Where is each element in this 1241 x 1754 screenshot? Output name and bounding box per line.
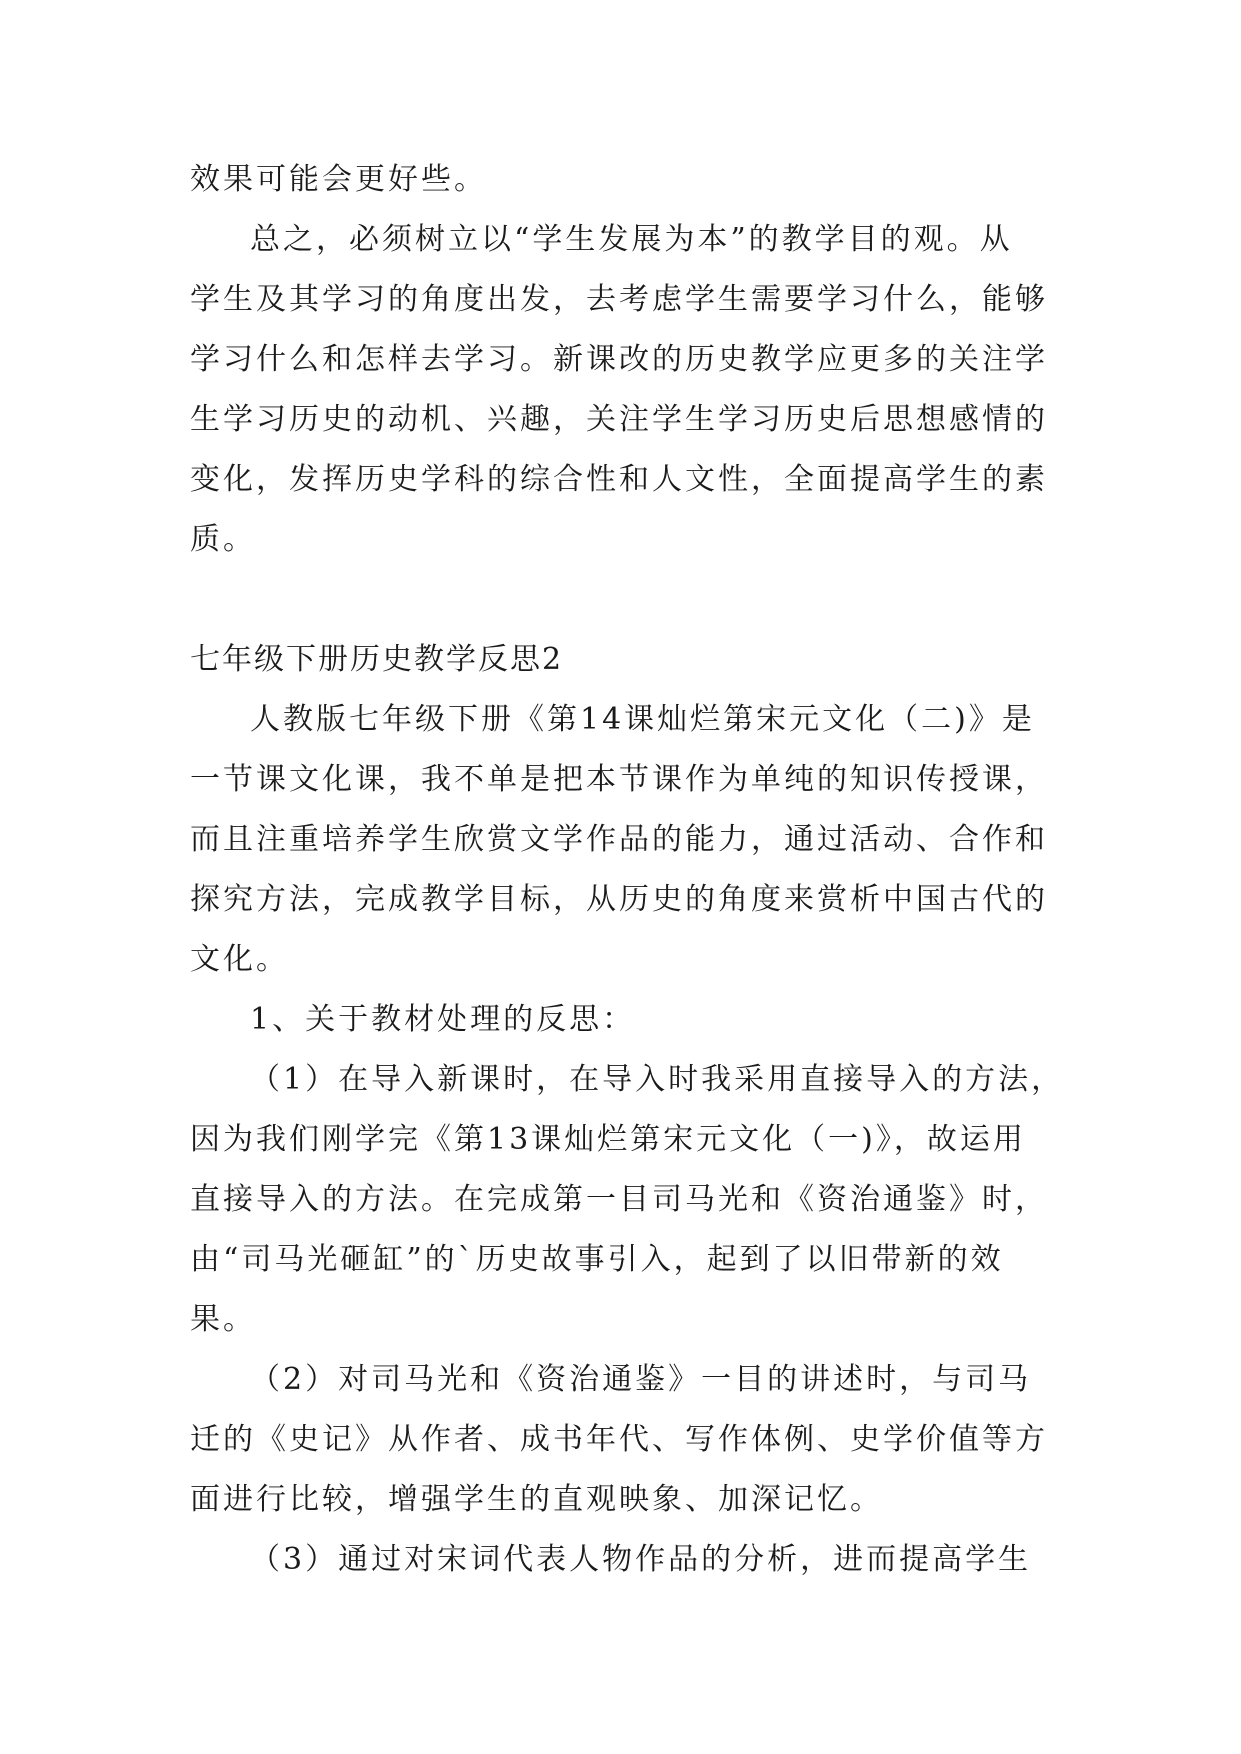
paragraph-first-line: （3）通过对宋词代表人物作品的分析，进而提高学生 — [250, 1542, 1032, 1577]
section-heading: 七年级下册历史教学反思2 — [190, 642, 564, 677]
section-gap — [190, 570, 1050, 630]
subsection-heading: 1、关于教材处理的反思： — [250, 1002, 636, 1037]
body-line: 质。 — [190, 522, 256, 557]
body-line: 学生及其学习的角度出发，去考虑学生需要学习什么，能够 — [190, 282, 1048, 317]
paragraph-first-line: （2）对司马光和《资治通鉴》一目的讲述时，与司马 — [250, 1362, 1032, 1397]
body-line: 面进行比较，增强学生的直观映象、加深记忆。 — [190, 1482, 883, 1517]
paragraph-first-line: 总之，必须树立以“学生发展为本”的教学目的观。从 — [250, 222, 1013, 257]
text-column — [190, 150, 1065, 1590]
body-line: 效果可能会更好些。 — [190, 162, 487, 197]
body-line: 一节课文化课，我不单是把本节课作为单纯的知识传授课， — [190, 762, 1048, 797]
body-line: 因为我们刚学完《第13课灿烂第宋元文化（一)》，故运用 — [190, 1122, 1026, 1157]
body-line: 而且注重培养学生欣赏文学作品的能力，通过活动、合作和 — [190, 822, 1048, 857]
body-line: 迁的《史记》从作者、成书年代、写作体例、史学价值等方 — [190, 1422, 1048, 1457]
body-line: 果。 — [190, 1302, 256, 1337]
body-line: 学习什么和怎样去学习。新课改的历史教学应更多的关注学 — [190, 342, 1048, 377]
body-line: 变化，发挥历史学科的综合性和人文性，全面提高学生的素 — [190, 462, 1048, 497]
body-line: 文化。 — [190, 942, 289, 977]
body-line: 探究方法，完成教学目标，从历史的角度来赏析中国古代的 — [190, 882, 1048, 917]
body-line: 生学习历史的动机、兴趣，关注学生学习历史后思想感情的 — [190, 402, 1048, 437]
body-line: 直接导入的方法。在完成第一目司马光和《资治通鉴》时， — [190, 1182, 1048, 1217]
body-line: 由“司马光砸缸”的`历史故事引入，起到了以旧带新的效 — [190, 1242, 1004, 1277]
paragraph-first-line: （1）在导入新课时，在导入时我采用直接导入的方法， — [250, 1062, 1065, 1097]
paragraph-first-line: 人教版七年级下册《第14课灿烂第宋元文化（二)》是 — [250, 702, 1035, 737]
